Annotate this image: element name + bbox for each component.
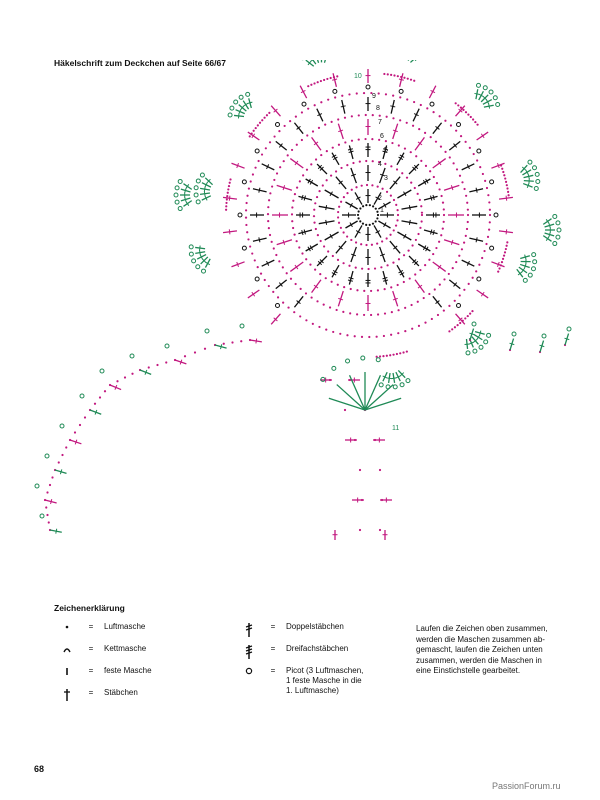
- legend-label-line: Picot (3 Luftmaschen,: [286, 666, 364, 675]
- legend-item-slip-stitch: [56, 644, 152, 666]
- legend-label-line: 1. Luftmasche): [286, 686, 339, 695]
- single-crochet-bar-icon: [56, 666, 78, 678]
- triple-treble-icon: [238, 644, 260, 660]
- legend-label: [286, 666, 363, 696]
- legend-item-double-crochet: [56, 688, 152, 710]
- round-label: 2: [378, 195, 382, 202]
- legend-label-line: 1 feste Masche in die: [286, 676, 362, 685]
- double-crochet-cross-icon: [56, 688, 78, 702]
- legend-item-picot: [238, 666, 363, 706]
- note-line: eine Einstichstelle gearbeitet.: [416, 666, 521, 675]
- legend-note: [416, 624, 566, 677]
- legend-equals: =: [270, 666, 276, 675]
- page-number: 68: [34, 764, 45, 774]
- round-label: 9: [372, 93, 376, 100]
- legend-left-column: [56, 622, 152, 710]
- treble-crochet-icon: [238, 622, 260, 638]
- legend-item-triple-treble: [238, 644, 363, 666]
- round-label: 4: [378, 161, 382, 168]
- round-label: 1: [380, 207, 384, 214]
- legend-equals: =: [88, 688, 94, 697]
- round-label: 8: [376, 105, 380, 112]
- note-line: gemascht, laufen die Zeichen unten: [416, 645, 543, 654]
- crochet-chart: [0, 60, 600, 560]
- legend-label: Kettmasche: [104, 644, 147, 653]
- legend-title: Zeichenerklärung: [54, 603, 125, 613]
- legend-label: Luftmasche: [104, 622, 146, 631]
- page-title: Häkelschrift zum Deckchen auf Seite 66/67: [54, 58, 226, 68]
- legend-equals: =: [88, 644, 94, 653]
- watermark: PassionForum.ru: [492, 781, 561, 791]
- legend-equals: =: [270, 644, 276, 653]
- picot-circle-icon: [238, 666, 260, 678]
- round-label: 7: [378, 119, 382, 126]
- round-label: 10: [354, 73, 362, 80]
- legend-right-column: [238, 622, 363, 706]
- round-label: 6: [380, 133, 384, 140]
- chain-dot-icon: [56, 622, 78, 634]
- note-line: werden die Maschen zusammen ab-: [416, 634, 545, 644]
- round-label: 5: [384, 147, 388, 154]
- legend-equals: =: [88, 666, 94, 675]
- legend-label: Doppelstäbchen: [286, 622, 344, 631]
- legend-equals: =: [88, 622, 94, 631]
- legend-item-treble: [238, 622, 363, 644]
- legend-item-chain: [56, 622, 152, 644]
- legend-equals: =: [270, 622, 276, 631]
- round-label: 3: [384, 175, 388, 182]
- note-line: zusammen, werden die Maschen in: [416, 655, 542, 665]
- legend-label: Dreifachstäbchen: [286, 644, 349, 653]
- round-label: 11: [392, 425, 400, 432]
- legend-label: Stäbchen: [104, 688, 138, 697]
- legend-label: feste Masche: [104, 666, 152, 675]
- legend-item-single-crochet: [56, 666, 152, 688]
- note-line: Laufen die Zeichen oben zusammen,: [416, 624, 548, 633]
- slip-stitch-arc-icon: [56, 644, 78, 656]
